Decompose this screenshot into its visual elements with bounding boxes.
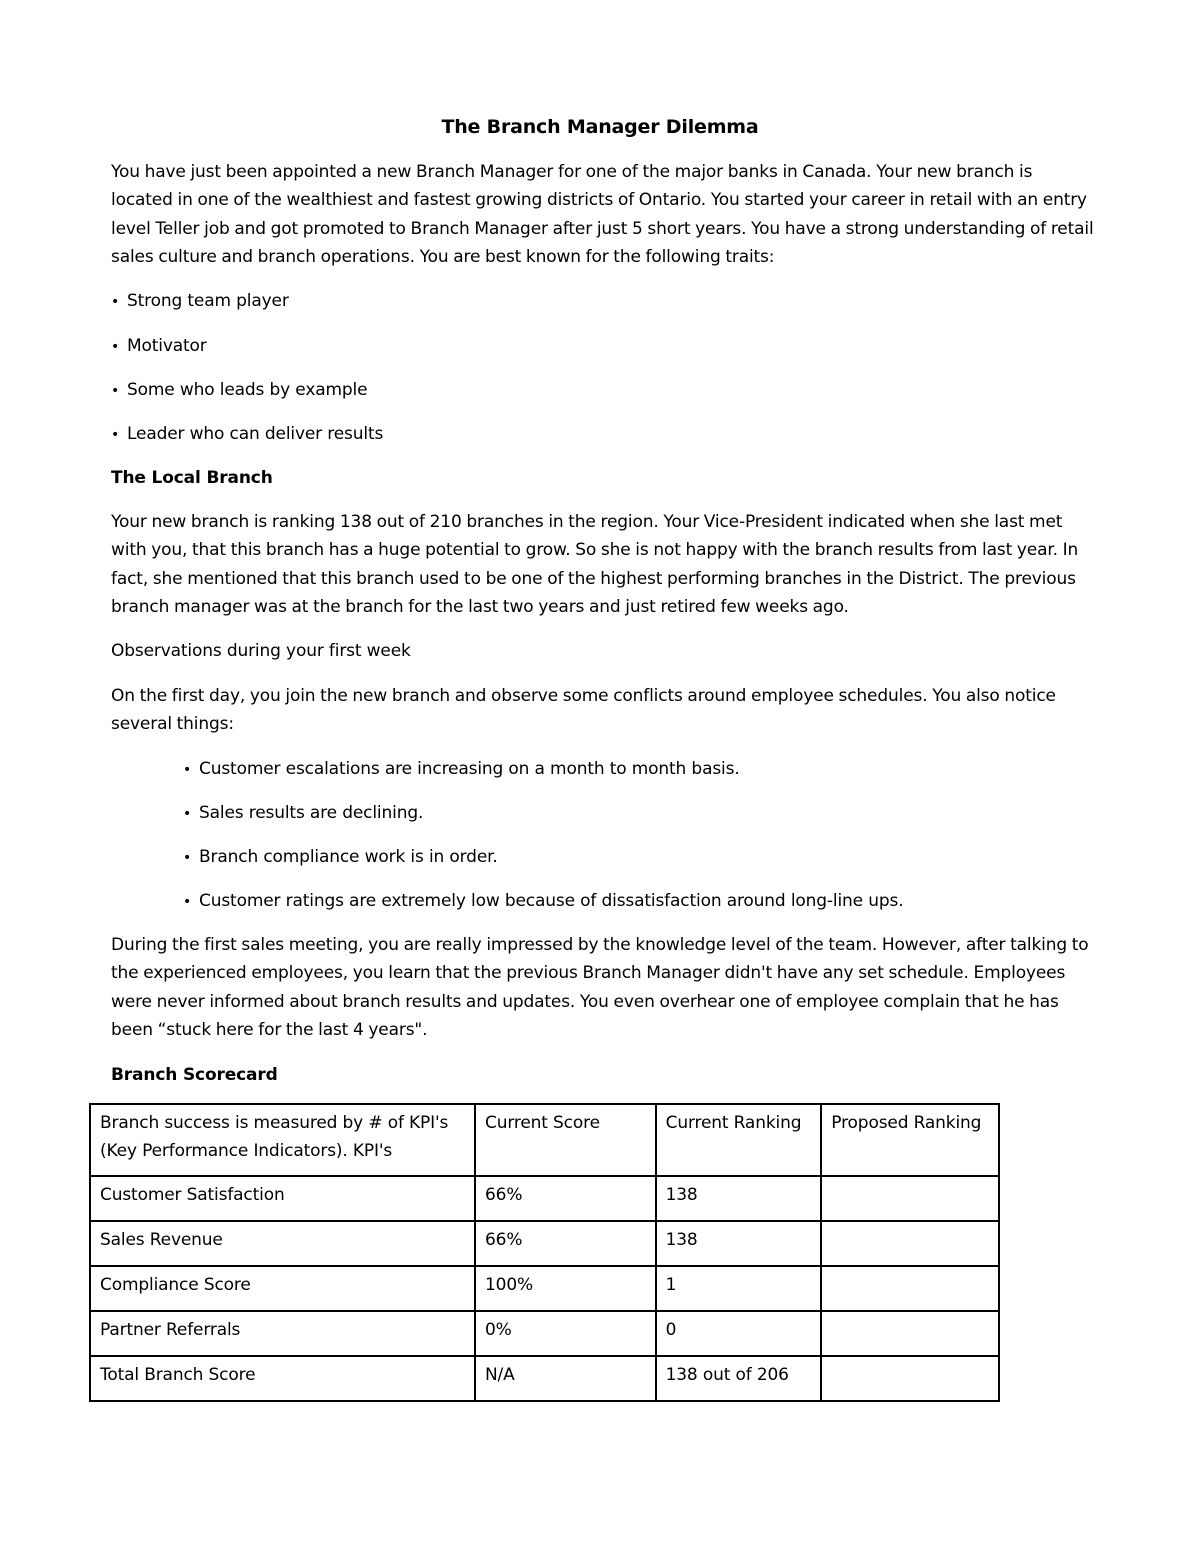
bullet-icon: • <box>111 427 120 443</box>
ranking-cell: 138 <box>656 1221 822 1266</box>
observation-label: Sales results are declining. <box>199 803 424 823</box>
kpi-cell: Total Branch Score <box>90 1356 475 1401</box>
table-row <box>90 1221 999 1266</box>
kpi-cell: Customer Satisfaction <box>90 1176 475 1221</box>
column-header: Proposed Ranking <box>821 1104 999 1176</box>
bullet-icon: • <box>183 762 192 778</box>
proposed-cell[interactable] <box>821 1176 999 1221</box>
observation-label: Customer escalations are increasing on a month to month basis. <box>199 759 740 779</box>
document-title: The Branch Manager Dilemma <box>441 116 759 138</box>
trait-label: Motivator <box>127 336 207 356</box>
score-cell: 100% <box>475 1266 656 1311</box>
intro-paragraph: You have just been appointed a new Branch Manager for one of the major banks in Canada. Your new branch is located in one of the wealthiest and fastest growing districts of Ontario. You started your career in retail with an entry level Teller job and got promoted to Branch Manager after just 5 short years. You have a strong understanding of retail sales culture and branch operations. You are best known for the following traits: <box>111 162 1094 267</box>
proposed-cell[interactable] <box>821 1311 999 1356</box>
proposed-cell[interactable] <box>821 1266 999 1311</box>
ranking-cell: 1 <box>656 1266 822 1311</box>
scorecard-heading: Branch Scorecard <box>111 1065 278 1085</box>
trait-item <box>111 420 383 449</box>
column-header: Current Ranking <box>656 1104 822 1176</box>
score-cell: N/A <box>475 1356 656 1401</box>
trait-label: Leader who can deliver results <box>127 424 384 444</box>
sales-meeting-paragraph: During the first sales meeting, you are really impressed by the knowledge level of the team. However, after talking to the experienced employees, you learn that the previous Branch Manager didn't have any set schedule. Employees were never informed about branch results and updates. You even overhear one of employee complain that he has been “stuck here for the last 4 years". <box>111 935 1089 1040</box>
table-row <box>90 1176 999 1221</box>
proposed-cell[interactable] <box>821 1356 999 1401</box>
ranking-cell: 138 out of 206 <box>656 1356 822 1401</box>
table-header-row <box>90 1104 999 1176</box>
score-cell: 0% <box>475 1311 656 1356</box>
observations-paragraph: On the first day, you join the new branch and observe some conflicts around employee schedules. You also notice several things: <box>111 686 1056 735</box>
kpi-cell: Compliance Score <box>90 1266 475 1311</box>
bullet-icon: • <box>111 339 120 355</box>
proposed-cell[interactable] <box>821 1221 999 1266</box>
observations-heading: Observations during your first week <box>111 641 411 661</box>
scorecard-table <box>89 1103 1000 1402</box>
trait-item <box>111 332 207 361</box>
observation-item <box>183 755 740 784</box>
ranking-cell: 0 <box>656 1311 822 1356</box>
trait-label: Some who leads by example <box>127 380 368 400</box>
column-header: Branch success is measured by # of KPI's (Key Performance Indicators). KPI's <box>90 1104 475 1176</box>
observation-item <box>183 843 498 872</box>
kpi-cell: Sales Revenue <box>90 1221 475 1266</box>
trait-label: Strong team player <box>127 291 289 311</box>
trait-item <box>111 287 289 316</box>
table-row <box>90 1356 999 1401</box>
table-row <box>90 1266 999 1311</box>
observation-item <box>183 799 423 828</box>
table-row <box>90 1311 999 1356</box>
bullet-icon: • <box>111 383 120 399</box>
bullet-icon: • <box>183 894 192 910</box>
observation-label: Customer ratings are extremely low because of dissatisfaction around long-line ups. <box>199 891 904 911</box>
kpi-cell: Partner Referrals <box>90 1311 475 1356</box>
local-branch-heading: The Local Branch <box>111 468 273 488</box>
bullet-icon: • <box>183 850 192 866</box>
score-cell: 66% <box>475 1221 656 1266</box>
observation-item <box>183 887 903 916</box>
column-header: Current Score <box>475 1104 656 1176</box>
bullet-icon: • <box>183 806 192 822</box>
local-branch-paragraph: Your new branch is ranking 138 out of 210 branches in the region. Your Vice-President indicated when she last met with you, that this branch has a huge potential to grow. So she is not happy with the branch results from last year. In fact, she mentioned that this branch used to be one of the highest performing branches in the District. The previous branch manager was at the branch for the last two years and just retired few weeks ago. <box>111 512 1079 617</box>
bullet-icon: • <box>111 294 120 310</box>
trait-item <box>111 376 367 405</box>
observation-label: Branch compliance work is in order. <box>199 847 498 867</box>
ranking-cell: 138 <box>656 1176 822 1221</box>
score-cell: 66% <box>475 1176 656 1221</box>
